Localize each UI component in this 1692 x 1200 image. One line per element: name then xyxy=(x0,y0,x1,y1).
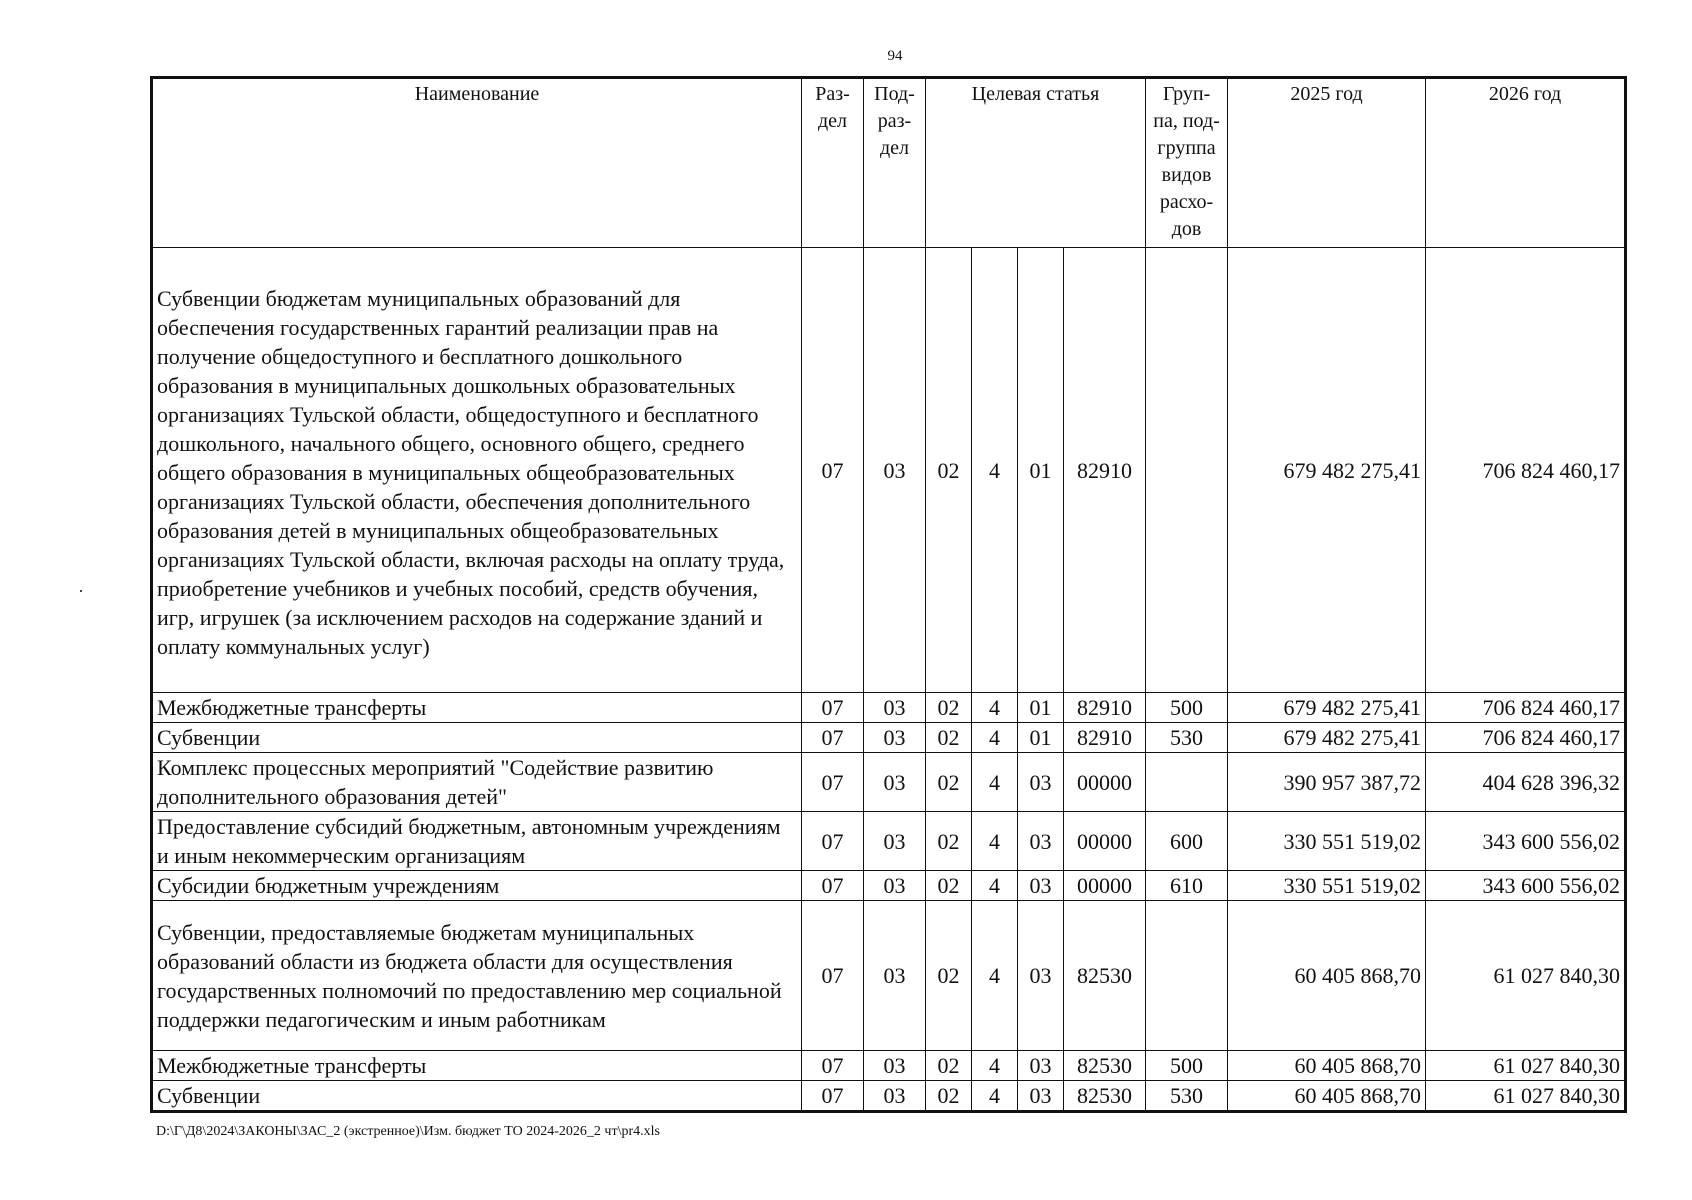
row-target-type: 4 xyxy=(972,1081,1018,1112)
row-subsection: 03 xyxy=(864,1081,926,1112)
row-expense-group xyxy=(1146,248,1228,693)
row-target-type: 4 xyxy=(972,812,1018,871)
row-name: Субвенции, предоставляемые бюджетам муниципальных образований области из бюджета области для осуществления государственных полномочий по предоставлению мер социальной поддержки педагогическим и иным работникам xyxy=(152,901,802,1051)
row-target-direction: 82910 xyxy=(1064,248,1146,693)
row-expense-group xyxy=(1146,901,1228,1051)
row-amount-2026: 61 027 840,30 xyxy=(1426,1081,1626,1112)
header-expense-group: Груп- па, под- группа видов расхо- дов xyxy=(1146,78,1228,248)
row-subsection: 03 xyxy=(864,723,926,753)
row-name: Субсидии бюджетным учреждениям xyxy=(152,871,802,901)
table-row xyxy=(152,871,1626,901)
row-target-direction: 82530 xyxy=(1064,901,1146,1051)
row-target-direction: 82910 xyxy=(1064,723,1146,753)
row-target-complex: 03 xyxy=(1018,1081,1064,1112)
row-section: 07 xyxy=(802,812,864,871)
row-amount-2025: 60 405 868,70 xyxy=(1228,901,1426,1051)
table-row xyxy=(152,901,1626,1051)
row-target-type: 4 xyxy=(972,248,1018,693)
row-expense-group: 530 xyxy=(1146,723,1228,753)
row-target-complex: 01 xyxy=(1018,248,1064,693)
row-subsection: 03 xyxy=(864,1051,926,1081)
row-name: Субвенции бюджетам муниципальных образований для обеспечения государственных гарантий реализации прав на получение общедоступного и бесплатного дошкольного образования в муниципальных дошкольных образовательных организациях Тульской области, общедоступного и бесплатного дошкольного, начального общего, основного общего, среднего общего образования в муниципальных общеобразовательных организациях Тульской области, обеспечения дополнительного образования детей в муниципальных общеобразовательных организациях Тульской области, включая расходы на оплату труда, приобретение учебников и учебных пособий, средств обучения, игр, игрушек (за исключением расходов на содержание зданий и оплату коммунальных услуг) xyxy=(152,248,802,693)
row-name: Комплекс процессных мероприятий "Содействие развитию дополнительного образования детей" xyxy=(152,753,802,812)
table-row xyxy=(152,812,1626,871)
row-target-complex: 03 xyxy=(1018,1051,1064,1081)
header-2026: 2026 год xyxy=(1426,78,1626,248)
row-expense-group xyxy=(1146,753,1228,812)
row-section: 07 xyxy=(802,1081,864,1112)
row-expense-group: 530 xyxy=(1146,1081,1228,1112)
row-amount-2025: 60 405 868,70 xyxy=(1228,1051,1426,1081)
row-amount-2025: 330 551 519,02 xyxy=(1228,812,1426,871)
row-target-type: 4 xyxy=(972,901,1018,1051)
table-row xyxy=(152,723,1626,753)
row-target-direction: 00000 xyxy=(1064,812,1146,871)
row-target-type: 4 xyxy=(972,693,1018,723)
header-row xyxy=(152,78,1626,248)
row-name: Субвенции xyxy=(152,1081,802,1112)
row-target-direction: 82910 xyxy=(1064,693,1146,723)
row-target-complex: 03 xyxy=(1018,812,1064,871)
row-target-program: 02 xyxy=(926,1051,972,1081)
row-subsection: 03 xyxy=(864,693,926,723)
budget-table xyxy=(150,76,1627,1113)
row-amount-2025: 330 551 519,02 xyxy=(1228,871,1426,901)
row-amount-2026: 706 824 460,17 xyxy=(1426,693,1626,723)
row-section: 07 xyxy=(802,723,864,753)
row-amount-2026: 61 027 840,30 xyxy=(1426,901,1626,1051)
row-amount-2025: 679 482 275,41 xyxy=(1228,723,1426,753)
row-target-direction: 82530 xyxy=(1064,1081,1146,1112)
header-subsection: Под- раз- дел xyxy=(864,78,926,248)
row-amount-2026: 343 600 556,02 xyxy=(1426,871,1626,901)
row-target-complex: 03 xyxy=(1018,753,1064,812)
row-target-complex: 01 xyxy=(1018,693,1064,723)
row-subsection: 03 xyxy=(864,753,926,812)
row-section: 07 xyxy=(802,871,864,901)
row-target-type: 4 xyxy=(972,723,1018,753)
table-row xyxy=(152,753,1626,812)
row-section: 07 xyxy=(802,753,864,812)
row-amount-2025: 390 957 387,72 xyxy=(1228,753,1426,812)
row-target-program: 02 xyxy=(926,901,972,1051)
row-subsection: 03 xyxy=(864,248,926,693)
row-target-type: 4 xyxy=(972,1051,1018,1081)
row-amount-2026: 706 824 460,17 xyxy=(1426,723,1626,753)
row-target-program: 02 xyxy=(926,812,972,871)
row-subsection: 03 xyxy=(864,812,926,871)
row-target-complex: 03 xyxy=(1018,901,1064,1051)
table-row xyxy=(152,1051,1626,1081)
header-section: Раз- дел xyxy=(802,78,864,248)
row-target-complex: 03 xyxy=(1018,871,1064,901)
row-name: Субвенции xyxy=(152,723,802,753)
table-row xyxy=(152,693,1626,723)
table-row xyxy=(152,248,1626,693)
row-target-program: 02 xyxy=(926,723,972,753)
row-target-type: 4 xyxy=(972,871,1018,901)
row-target-program: 02 xyxy=(926,753,972,812)
row-amount-2026: 343 600 556,02 xyxy=(1426,812,1626,871)
row-section: 07 xyxy=(802,901,864,1051)
scan-artifact-dot xyxy=(80,590,82,592)
row-name: Межбюджетные трансферты xyxy=(152,1051,802,1081)
row-amount-2025: 679 482 275,41 xyxy=(1228,248,1426,693)
row-target-program: 02 xyxy=(926,248,972,693)
row-target-complex: 01 xyxy=(1018,723,1064,753)
page-number: 94 xyxy=(887,48,903,64)
row-amount-2025: 679 482 275,41 xyxy=(1228,693,1426,723)
table-row xyxy=(152,1081,1626,1112)
row-target-program: 02 xyxy=(926,871,972,901)
row-subsection: 03 xyxy=(864,901,926,1051)
header-2025: 2025 год xyxy=(1228,78,1426,248)
row-target-direction: 00000 xyxy=(1064,753,1146,812)
header-name: Наименование xyxy=(152,78,802,248)
row-section: 07 xyxy=(802,248,864,693)
file-path: D:\Г\Д8\2024\ЗАКОНЫ\ЗАС_2 (экстренное)\Изм. бюджет ТО 2024-2026_2 чт\pr4.xls xyxy=(156,1124,660,1139)
row-target-direction: 82530 xyxy=(1064,1051,1146,1081)
row-amount-2026: 61 027 840,30 xyxy=(1426,1051,1626,1081)
row-target-direction: 00000 xyxy=(1064,871,1146,901)
row-target-program: 02 xyxy=(926,1081,972,1112)
row-name: Межбюджетные трансферты xyxy=(152,693,802,723)
row-amount-2026: 404 628 396,32 xyxy=(1426,753,1626,812)
row-section: 07 xyxy=(802,693,864,723)
row-section: 07 xyxy=(802,1051,864,1081)
row-target-type: 4 xyxy=(972,753,1018,812)
header-target-article: Целевая статья xyxy=(926,78,1146,248)
row-target-program: 02 xyxy=(926,693,972,723)
row-name: Предоставление субсидий бюджетным, автономным учреждениям и иным некоммерческим организациям xyxy=(152,812,802,871)
row-expense-group: 600 xyxy=(1146,812,1228,871)
row-subsection: 03 xyxy=(864,871,926,901)
row-amount-2026: 706 824 460,17 xyxy=(1426,248,1626,693)
row-amount-2025: 60 405 868,70 xyxy=(1228,1081,1426,1112)
row-expense-group: 500 xyxy=(1146,1051,1228,1081)
row-expense-group: 610 xyxy=(1146,871,1228,901)
row-expense-group: 500 xyxy=(1146,693,1228,723)
